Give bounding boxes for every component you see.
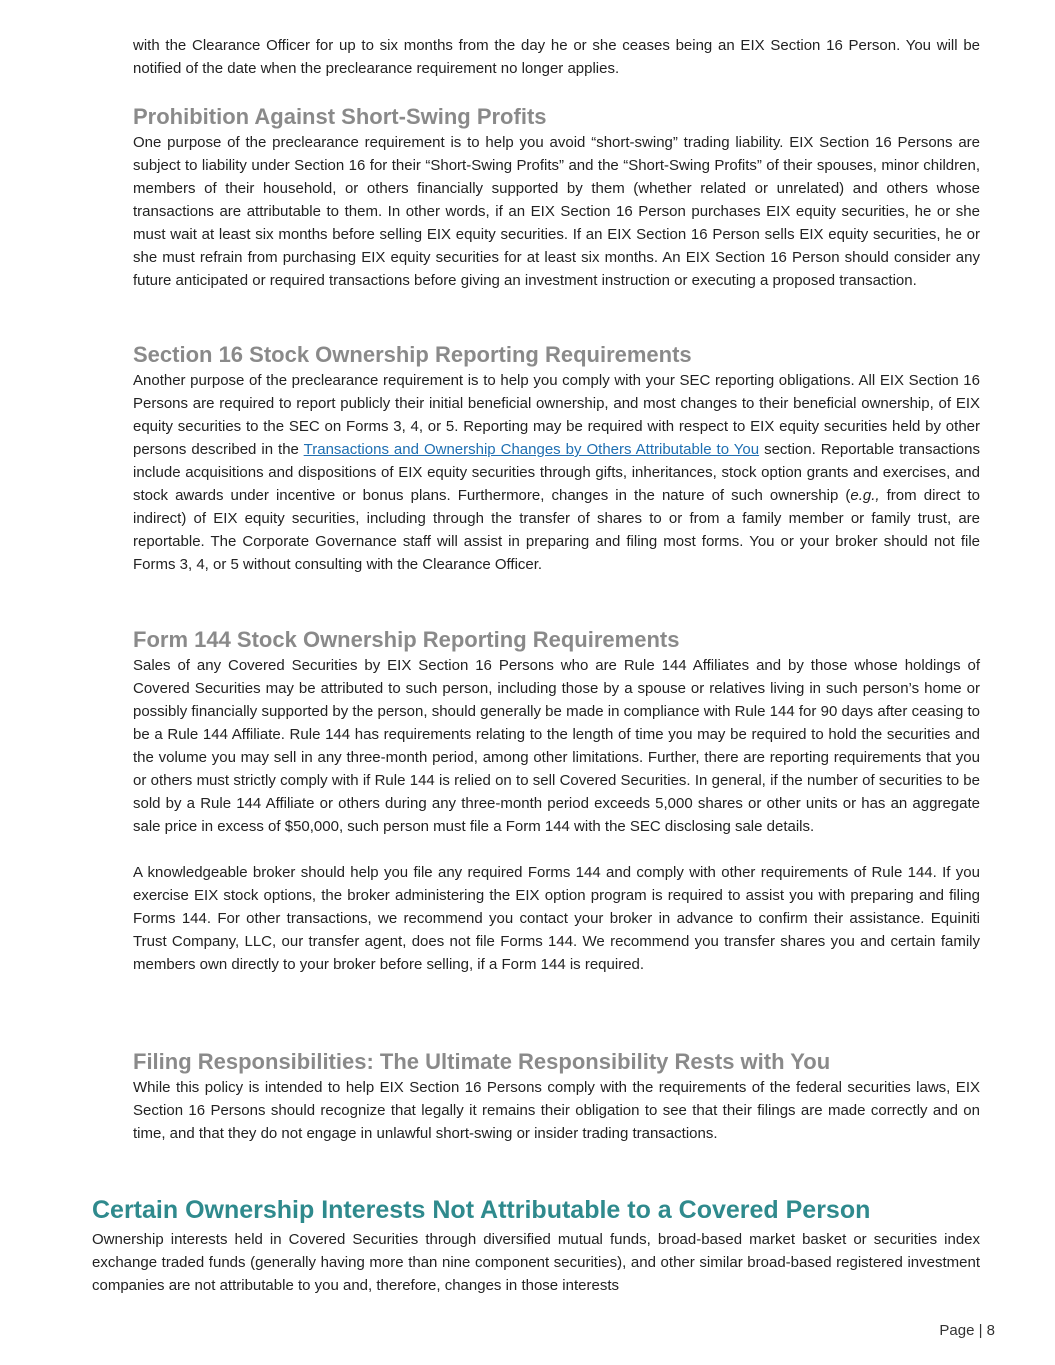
page-number: Page | 8 bbox=[939, 1322, 995, 1339]
form144-heading: Form 144 Stock Ownership Reporting Requirements bbox=[133, 627, 680, 652]
filing-section bbox=[133, 1048, 980, 1145]
section16-heading: Section 16 Stock Ownership Reporting Requirements bbox=[133, 342, 692, 367]
form144-section bbox=[133, 626, 980, 976]
short-swing-heading: Prohibition Against Short-Swing Profits bbox=[133, 104, 547, 129]
transactions-ownership-link[interactable]: Transactions and Ownership Changes by Others Attributable to You bbox=[303, 441, 760, 458]
section16-body-part1: Another purpose of the preclearance requirement is to help you comply with your SEC reporting obligations. All EIX Section 16 Persons are required to report publicly their initial beneficial ownership, and most changes to their beneficial ownership, of EIX equity securities to the SEC on Forms 3, 4, or 5. Reporting may be required with respect to EIX equity securities held by other persons described in the bbox=[133, 372, 980, 458]
intro-paragraph: with the Clearance Officer for up to six months from the day he or she ceases being an EIX Section 16 Person. You will be notified of the date when the preclearance requirement no longer applies. bbox=[133, 37, 980, 77]
filing-body: While this policy is intended to help EIX Section 16 Persons comply with the requirements of the federal securities laws, EIX Section 16 Persons should recognize that legally it remains their obligation to see that their filings are made correctly and on time, and that they do not engage in unlawful short-swing or insider trading transactions. bbox=[133, 1079, 980, 1142]
certain-ownership-section bbox=[92, 1194, 980, 1297]
section16-body-part3: from direct to indirect) of EIX equity securities, including through the transfer of shares to or from a family member or family trust, are reportable. The Corporate Governance staff will assist in preparing and filing most forms. You or your broker should not file Forms 3, 4, or 5 without consulting with the Clearance Officer. bbox=[133, 487, 980, 573]
short-swing-body: One purpose of the preclearance requirement is to help you avoid “short-swing” trading liability. EIX Section 16 Persons are subject to liability under Section 16 for their “Short-Swing Profits” and the “Short-Swing Profits” of their spouses, minor children, members of their household, or others financially supported by them (whether related or unrelated) and others whose transactions are attributable to them. In other words, if an EIX Section 16 Person purchases EIX equity securities, he or she must wait at least six months before selling EIX equity securities. If an EIX Section 16 Person sells EIX equity securities, he or she must refrain from purchasing EIX equity securities for at least six months. An EIX Section 16 Person should consider any future anticipated or required transactions before giving an investment instruction or executing a proposed transaction. bbox=[133, 134, 980, 289]
section16-section bbox=[133, 341, 980, 576]
section16-body-part2: section. Reportable transactions include acquisitions and dispositions of EIX equity securities through gifts, inheritances, stock option grants and exercises, and stock awards under incentive or bonus plans. Furthermore, changes in the nature of such ownership ( bbox=[133, 441, 980, 504]
filing-heading: Filing Responsibilities: The Ultimate Responsibility Rests with You bbox=[133, 1049, 831, 1074]
eg-italic: e.g., bbox=[850, 487, 880, 504]
form144-body-2: A knowledgeable broker should help you file any required Forms 144 and comply with other requirements of Rule 144. If you exercise EIX stock options, the broker administering the EIX option program is required to assist you with preparing and filing Forms 144. For other transactions, we recommend you contact your broker in advance to confirm their assistance. Equiniti Trust Company, LLC, our transfer agent, does not file Forms 144. We recommend you transfer shares you and certain family members own directly to your broker before selling, if a Form 144 is required. bbox=[133, 864, 980, 973]
intro-block bbox=[133, 34, 980, 80]
certain-ownership-body: Ownership interests held in Covered Securities through diversified mutual funds, broad-based market basket or securities index exchange traded funds (generally having more than nine component securities), and other similar broad-based registered investment companies are not attributable to you and, therefore, changes in those interests bbox=[92, 1231, 980, 1294]
certain-ownership-heading: Certain Ownership Interests Not Attributable to a Covered Person bbox=[92, 1196, 871, 1224]
section16-body bbox=[133, 369, 980, 576]
short-swing-section bbox=[133, 103, 980, 292]
form144-body: Sales of any Covered Securities by EIX Section 16 Persons who are Rule 144 Affiliates and by those whose holdings of Covered Securities may be attributed to such person, including those by a spouse or relatives living in such person’s home or possibly financially supported by the person, should generally be made in compliance with Rule 144 for 90 days after ceasing to be a Rule 144 Affiliate. Rule 144 has requirements relating to the length of time you may be required to hold the securities and the volume you may sell in any three-month period, among other limitations. Further, there are reporting requirements that you or others must strictly comply with if Rule 144 is relied on to sell Covered Securities. In general, if the number of securities to be sold by a Rule 144 Affiliate or others during any three-month period exceeds 5,000 shares or other units or has an aggregate sale price in excess of $50,000, such person must file a Form 144 with the SEC disclosing sale details. bbox=[133, 657, 980, 835]
